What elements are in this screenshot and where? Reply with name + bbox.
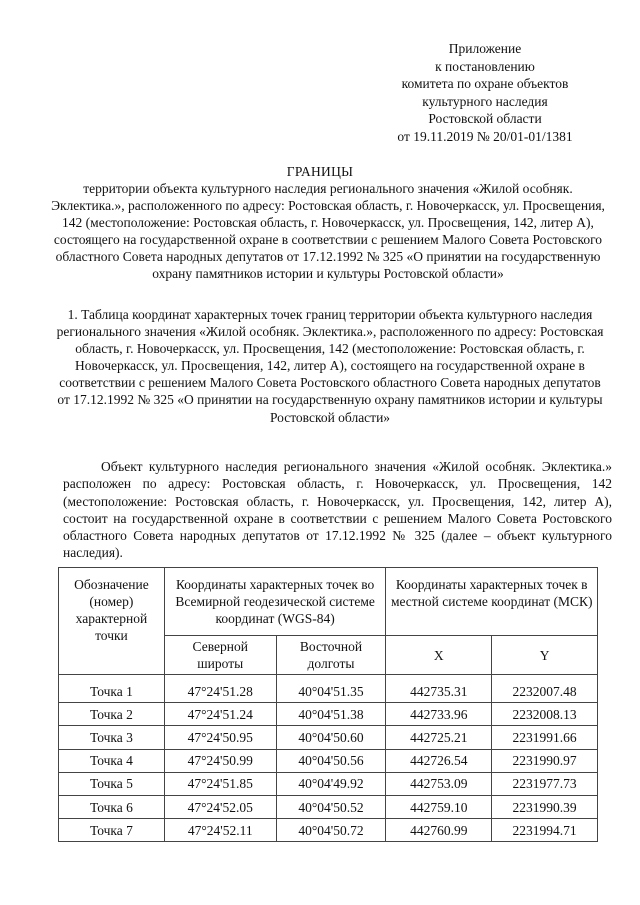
header-y: Y (492, 636, 598, 675)
cell-x: 442759.10 (386, 795, 492, 818)
header-latitude: Северной широты (164, 636, 276, 675)
cell-y: 2231994.71 (492, 819, 598, 842)
cell-lat: 47°24'52.11 (164, 819, 276, 842)
header-point: Обозначение (номер) характерной точки (59, 568, 165, 675)
cell-x: 442733.96 (386, 703, 492, 726)
cell-y: 2232007.48 (492, 675, 598, 703)
cell-y: 2231977.73 (492, 772, 598, 795)
appendix-line: Ростовской области (428, 111, 542, 126)
document-subtitle: территории объекта культурного наследия регионального значения «Жилой особняк. Эклектика.», расположенного по адресу: Ростовская область, г. Новочеркасск, ул. Просвещения, 142 (местоположение: Ростовская область, г. Новочеркасск, ул. Просвещения, 142, литер А), состоящего на государственной охране в соответствии с решением Малого Совета Ростовского областного Совета народных депутатов от 17.12.1992 № 325 «О принятии на государственную охрану памятников истории и культуры Ростовской области» (51, 181, 605, 282)
table-caption: 1. Таблица координат характерных точек границ территории объекта культурного наследия регионального значения «Жилой особняк. Эклектика.», расположенного по адресу: Ростовская область, г. Новочеркасск, ул. Просвещения, 142 (местоположение: Ростовская область, г. Новочеркасск, ул. Просвещения, 142, литер А), состоящего на государственной охране в соответствии с решением Малого Совета Ростовского областного Совета народных депутатов от 17.12.1992 № 325 «О принятии на государственную охрану памятников истории и культуры Ростовской области» (56, 307, 604, 425)
cell-x: 442760.99 (386, 819, 492, 842)
cell-point: Точка 5 (59, 772, 165, 795)
cell-x: 442726.54 (386, 749, 492, 772)
cell-point: Точка 3 (59, 726, 165, 749)
cell-lon: 40°04'51.35 (276, 675, 386, 703)
table-row (59, 795, 598, 818)
cell-lat: 47°24'52.05 (164, 795, 276, 818)
table-row (59, 703, 598, 726)
appendix-line: от 19.11.2019 № 20/01-01/1381 (397, 128, 573, 144)
cell-y: 2231990.97 (492, 749, 598, 772)
appendix-block (360, 40, 610, 145)
appendix-line: культурного наследия (422, 93, 548, 109)
coordinates-table (58, 567, 598, 842)
cell-x: 442753.09 (386, 772, 492, 795)
header-msk: Координаты характерных точек в местной системе координат (МСК) (386, 568, 598, 636)
appendix-line: к постановлению (435, 58, 535, 74)
cell-lon: 40°04'50.52 (276, 795, 386, 818)
cell-x: 442735.31 (386, 675, 492, 703)
table-row (59, 675, 598, 703)
cell-y: 2231990.39 (492, 795, 598, 818)
cell-lon: 40°04'50.60 (276, 726, 386, 749)
appendix-line: Приложение (448, 41, 522, 56)
cell-lon: 40°04'51.38 (276, 703, 386, 726)
cell-point: Точка 2 (59, 703, 165, 726)
cell-y: 2232008.13 (492, 703, 598, 726)
cell-point: Точка 6 (59, 795, 165, 818)
header-longitude: Восточной долготы (276, 636, 386, 675)
cell-point: Точка 4 (59, 749, 165, 772)
body-paragraph: Объект культурного наследия регионального значения «Жилой особняк. Эклектика.» расположен по адресу: Ростовская область, г. Новочеркасск, ул. Просвещения, 142 (местоположение: Ростовская область, г. Новочеркасск, ул. Просвещения, 142, литер А), состоит на государственной охране в соответствии с решением Малого Совета Ростовского областного Совета народных депутатов от 17.12.1992 № 325 (далее – объект культурного наследия). (63, 459, 612, 561)
table-row (59, 819, 598, 842)
appendix-line: комитета по охране объектов (401, 76, 569, 91)
table-row (59, 749, 598, 772)
cell-x: 442725.21 (386, 726, 492, 749)
cell-lon: 40°04'50.56 (276, 749, 386, 772)
cell-point: Точка 1 (59, 675, 165, 703)
cell-lat: 47°24'50.99 (164, 749, 276, 772)
header-wgs: Координаты характерных точек во Всемирной геодезической системе координат (WGS-84) (164, 568, 386, 636)
cell-point: Точка 7 (59, 819, 165, 842)
cell-lat: 47°24'51.85 (164, 772, 276, 795)
document-title: ГРАНИЦЫ (286, 164, 354, 179)
cell-y: 2231991.66 (492, 726, 598, 749)
cell-lon: 40°04'49.92 (276, 772, 386, 795)
cell-lat: 47°24'51.28 (164, 675, 276, 703)
header-x: X (386, 636, 492, 675)
cell-lon: 40°04'50.72 (276, 819, 386, 842)
table-row (59, 726, 598, 749)
cell-lat: 47°24'50.95 (164, 726, 276, 749)
table-row (59, 772, 598, 795)
cell-lat: 47°24'51.24 (164, 703, 276, 726)
